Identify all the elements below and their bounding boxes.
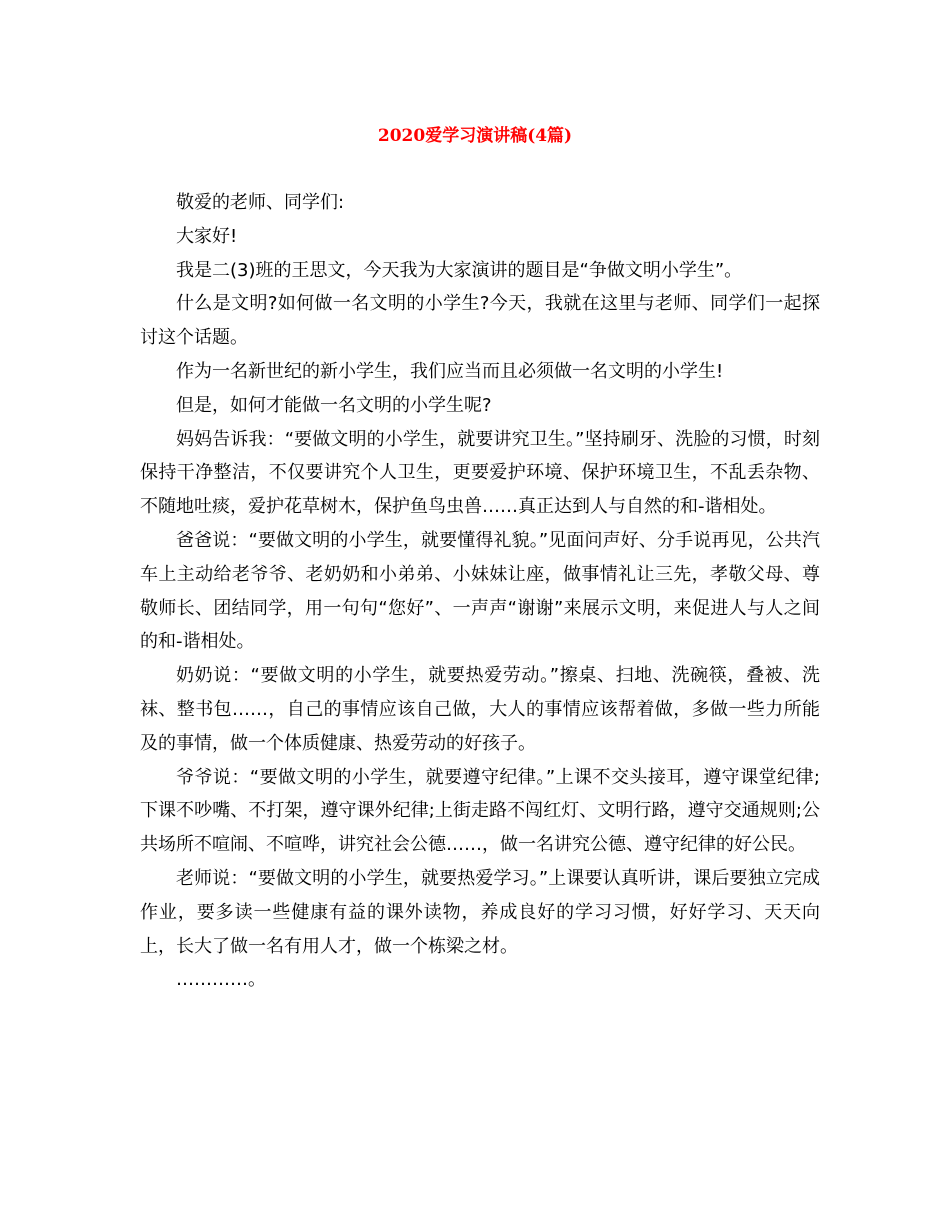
paragraph-greeting: 大家好! bbox=[176, 225, 238, 247]
paragraph-question: 什么是文明?如何做一名文明的小学生?今天，我就在这里与老师、同学们一起探讨这个话题。 bbox=[140, 293, 820, 349]
paragraph-salutation: 敬爱的老师、同学们: bbox=[176, 192, 345, 213]
paragraph-grandfather: 爷爷说：“要做文明的小学生，就要遵守纪律。”上课不交头接耳，遵守课堂纪律;下课不吵嘴、不打架，遵守课外纪律;上街走路不闯红灯、文明行路，遵守交通规则;公共场所不喧闹、不喧哗，讲究社会公德……，做一名讲究公德、遵守纪律的好公民。 bbox=[140, 766, 820, 856]
paragraph-father: 爸爸说：“要做文明的小学生，就要懂得礼貌。”见面问声好、分手说再见，公共汽车上主动给老爷爷、老奶奶和小弟弟、小妹妹让座，做事情礼让三先，孝敬父母、尊敬师长、团结同学，用一句句“您好”、一声声“谢谢”来展示文明，来促进人与人之间的和-谐相处。 bbox=[140, 529, 820, 653]
paragraph-grandmother: 奶奶说：“要做文明的小学生，就要热爱劳动。”擦桌、扫地、洗碗筷，叠被、洗袜、整书包……，自己的事情应该自己做，大人的事情应该帮着做，多做一些力所能及的事情，做一个体质健康、热爱劳动的好孩子。 bbox=[140, 665, 820, 754]
paragraph-intro: 我是二(3)班的王思文，今天我为大家演讲的题目是“争做文明小学生”。 bbox=[176, 259, 743, 281]
paragraph-mother: 妈妈告诉我：“要做文明的小学生，就要讲究卫生。”坚持刷牙、洗脸的习惯，时刻保持干净整洁，不仅要讲究个人卫生，更要爱护环境、保护环境卫生，不乱丢杂物、不随地吐痰，爱护花草树木，保护鱼鸟虫兽……真正达到人与自然的和-谐相处。 bbox=[140, 428, 820, 518]
paragraph-ellipsis: …………。 bbox=[176, 969, 266, 991]
document-body bbox=[140, 186, 820, 997]
paragraph-statement: 作为一名新世纪的新小学生，我们应当而且必须做一名文明的小学生! bbox=[176, 360, 724, 382]
paragraph-teacher: 老师说：“要做文明的小学生，就要热爱学习。”上课要认真听讲，课后要独立完成作业，要多读一些健康有益的课外读物，养成良好的学习习惯，好好学习、天天向上，长大了做一名有用人才，做一个栋梁之材。 bbox=[140, 867, 820, 957]
document-title: 2020爱学习演讲稿(4篇) bbox=[377, 126, 573, 146]
paragraph-how: 但是，如何才能做一名文明的小学生呢? bbox=[176, 394, 492, 416]
